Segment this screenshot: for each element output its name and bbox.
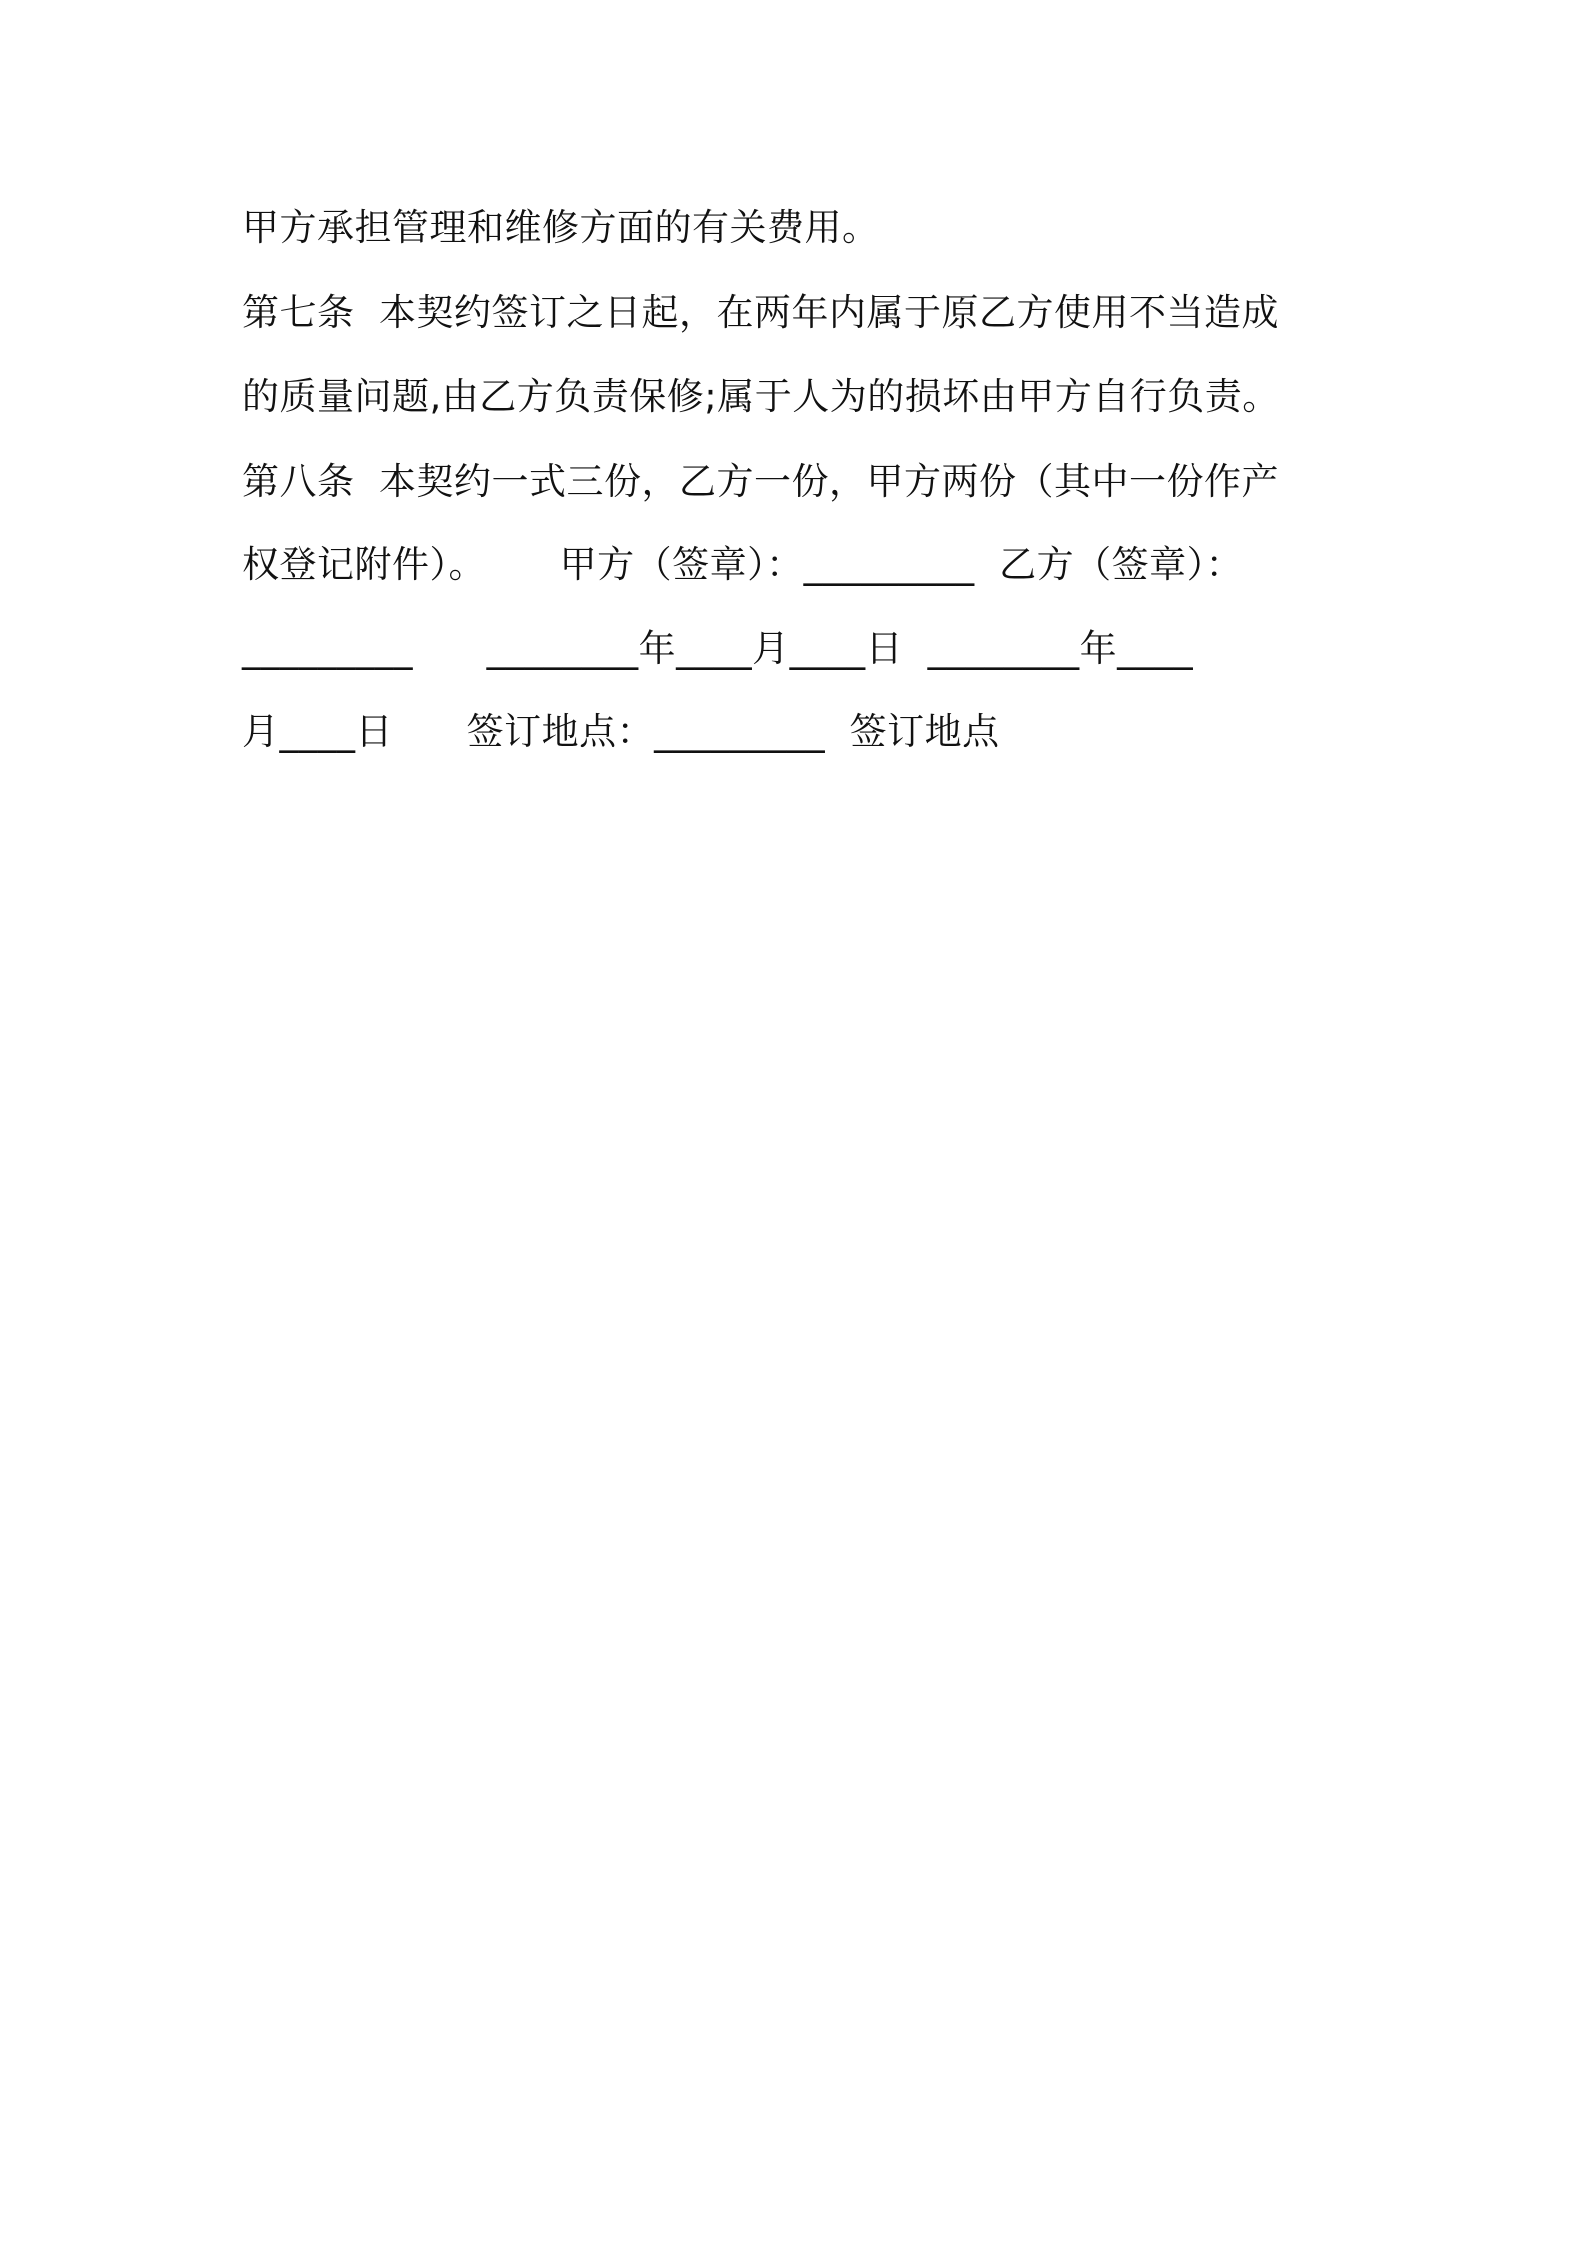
text-line-4-article-8: 第八条 本契约一式三份，乙方一份，甲方两份（其中一份作产 <box>242 460 1280 503</box>
text-line-3: 的质量问题,由乙方负责保修;属于人为的损坏由甲方自行负责。 <box>242 375 1280 418</box>
text-line-2-article-7: 第七条 本契约签订之日起，在两年内属于原乙方使用不当造成 <box>242 291 1280 334</box>
text-line-7-place: 月____日 签订地点：_________ 签订地点 <box>242 710 1000 753</box>
text-line-6-dates: _________ ________年____月____日 ________年____ <box>242 627 1194 670</box>
text-line-5-signatures: 权登记附件）。 甲方（签章）：_________ 乙方（签章）： <box>242 543 1244 586</box>
text-line-1: 甲方承担管理和维修方面的有关费用。 <box>242 206 880 249</box>
